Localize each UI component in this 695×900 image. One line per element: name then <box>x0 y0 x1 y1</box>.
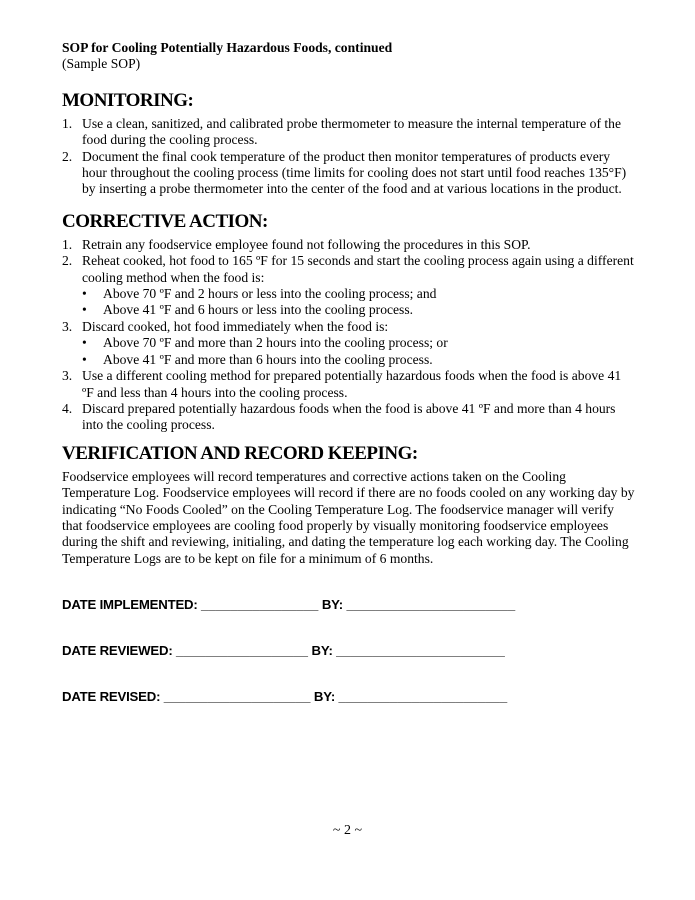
date-implemented-label: DATE IMPLEMENTED: <box>62 597 198 613</box>
date-revised-blank-line: ____________________ <box>163 689 311 705</box>
section-heading-corrective-action: CORRECTIVE ACTION: <box>62 210 268 232</box>
signoff-row-date-reviewed <box>62 642 636 659</box>
bullet-item-text: Above 41 ºF and more than 6 hours into the cooling process. <box>103 351 433 367</box>
signoff-row-date-revised <box>62 688 636 705</box>
by-label: BY: <box>321 597 343 613</box>
list-item-text: Discard prepared potentially hazardous foods when the food is above 41 ºF and more than 4 hours into the cooling process. <box>82 400 616 433</box>
date-implemented-blank-line: ________________ <box>201 597 319 613</box>
bullet-icon: • <box>82 335 87 351</box>
bullet-item <box>62 302 636 318</box>
by-label: BY: <box>313 689 336 705</box>
list-item-corrective-1 <box>62 237 636 253</box>
page-number: ~ 2 ~ <box>332 823 363 838</box>
bullet-item-text: Above 70 ºF and 2 hours or less into the cooling process; and <box>103 286 437 302</box>
list-number: 3. <box>62 318 73 334</box>
by-blank-line: _______________________ <box>338 689 508 705</box>
list-item-monitoring-1 <box>62 116 636 149</box>
date-reviewed-label: DATE REVIEWED: <box>62 643 173 659</box>
bullet-item <box>62 286 636 302</box>
list-number: 3. <box>62 368 73 384</box>
bullet-item-text: Above 70 ºF and more than 2 hours into the cooling process; or <box>103 335 448 351</box>
list-number: 1. <box>62 236 73 252</box>
list-item-text: Document the final cook temperature of the product then monitor temperatures of products every hour throughout the cooling process (time limits for cooling does not start until food reaches 135°F) by inserting a probe thermometer into the center of the food and at various locations in the product. <box>82 148 627 197</box>
doc-title: SOP for Cooling Potentially Hazardous Foods, continued <box>62 40 393 55</box>
list-item-corrective-4 <box>62 401 636 434</box>
bullet-item <box>62 335 636 351</box>
bullet-item-text: Above 41 ºF and 6 hours or less into the cooling process. <box>103 302 414 318</box>
bullet-icon: • <box>82 302 87 318</box>
list-item-text: Use a different cooling method for prepared potentially hazardous foods when the food is above 41 ºF and less than 4 hours into the cooling process. <box>82 368 622 400</box>
list-item-corrective-2 <box>62 253 636 286</box>
section-heading-monitoring: MONITORING: <box>62 89 194 111</box>
list-number: 4. <box>62 400 73 416</box>
list-item-text: Reheat cooked, hot food to 165 ºF for 15 seconds and start the cooling process again using a different cooling method when the food is: <box>82 253 634 285</box>
bullet-icon: • <box>82 351 87 367</box>
date-reviewed-blank-line: __________________ <box>176 643 309 659</box>
list-number: 1. <box>62 115 73 131</box>
list-item-corrective-3 <box>62 319 636 335</box>
list-number: 2. <box>62 253 73 269</box>
signoff-block <box>62 596 636 705</box>
list-item-monitoring-2 <box>62 149 636 198</box>
by-blank-line: _______________________ <box>336 643 505 659</box>
list-number: 2. <box>62 148 73 164</box>
bullet-item <box>62 352 636 368</box>
by-blank-line: _______________________ <box>346 597 516 613</box>
list-item-corrective-3b <box>62 368 636 401</box>
list-item-text: Discard cooked, hot food immediately when the food is: <box>82 318 389 334</box>
section-heading-verification: VERIFICATION AND RECORD KEEPING: <box>62 442 418 464</box>
by-label: BY: <box>311 643 333 659</box>
verification-paragraph: Foodservice employees will record temperatures and corrective actions taken on the Cooling Temperature Log. Foodservice employees will record if there are no foods cooled on any working day by indicating “No Foods Cooled” on the Cooling Temperature Log. The foodservice manager will verify that foodservice employees are cooling food properly by visually monitoring foodservice employees during the shift and reviewing, initialing, and dating the temperature log each working day. The Cooling Temperature Logs are to be kept on file for a minimum of 6 months. <box>62 468 635 566</box>
page-content <box>62 40 636 734</box>
signoff-row-date-implemented <box>62 596 636 613</box>
list-item-text: Retrain any foodservice employee found not following the procedures in this SOP. <box>82 236 531 252</box>
doc-subtitle: (Sample SOP) <box>62 56 141 72</box>
date-revised-label: DATE REVISED: <box>62 689 161 705</box>
bullet-icon: • <box>82 286 87 302</box>
list-item-text: Use a clean, sanitized, and calibrated probe thermometer to measure the internal temperature of the food during the cooling process. <box>82 115 621 148</box>
